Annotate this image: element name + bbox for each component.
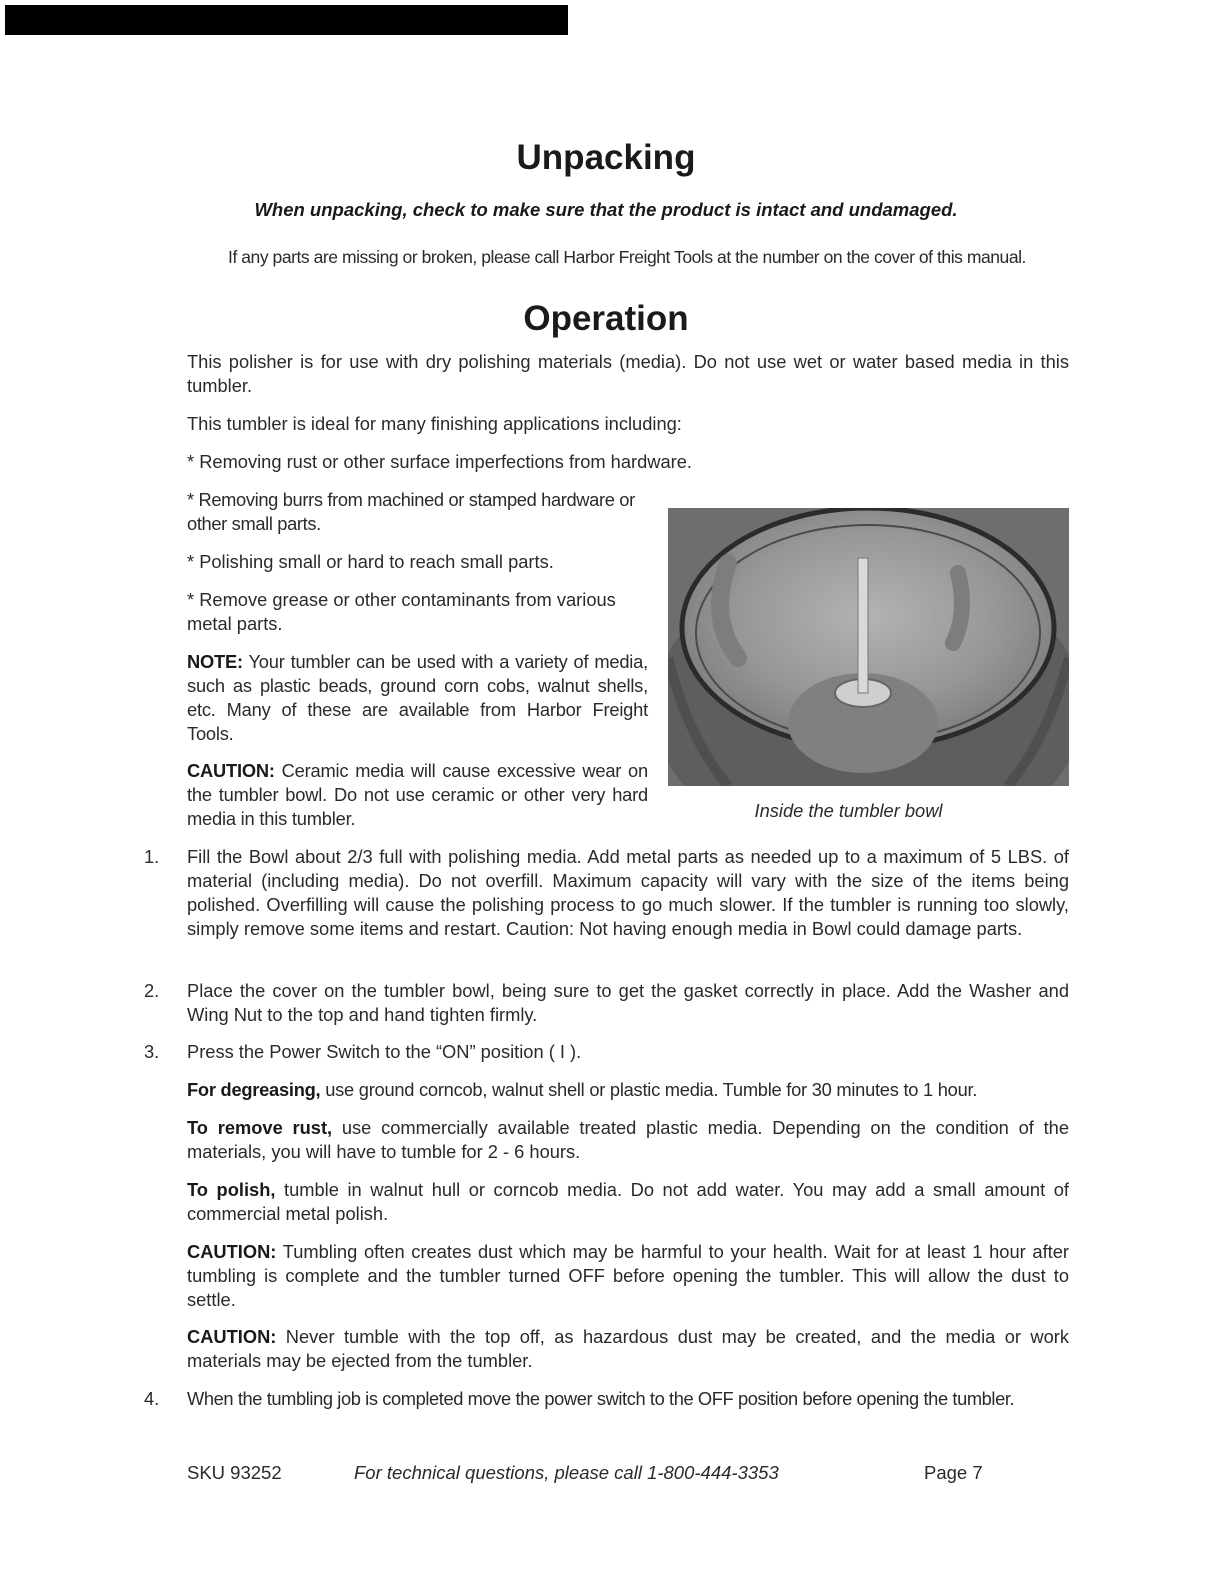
unpacking-missing-parts: If any parts are missing or broken, please call Harbor Freight Tools at the number on the cover of this manual. bbox=[228, 247, 1026, 267]
step-number: 3. bbox=[144, 1041, 160, 1062]
caution-dust bbox=[187, 1240, 1069, 1312]
polish-text: tumble in walnut hull or corncob media. Do not add water. You may add a small amount of commercial metal polish. bbox=[187, 1179, 1070, 1224]
degreasing-instruction bbox=[187, 1078, 1069, 1102]
caution-text: Tumbling often creates dust which may be harmful to your health. Wait for at least 1 hour after tumbling is complete and the tumbler turned OFF before opening the tumbler. This will allow the dust to settle. bbox=[187, 1241, 1069, 1310]
bullet-item: * Removing burrs from machined or stamped hardware or other small parts. bbox=[187, 489, 635, 534]
step-number: 4. bbox=[144, 1388, 160, 1409]
degreasing-text: use ground corncob, walnut shell or plastic media. Tumble for 30 minutes to 1 hour. bbox=[320, 1079, 978, 1100]
degreasing-label: For degreasing, bbox=[187, 1079, 321, 1100]
polish-label: To polish, bbox=[187, 1179, 276, 1200]
tumbler-bowl-photo bbox=[668, 508, 1069, 786]
rust-text: use commercially available treated plastic media. Depending on the condition of the materials, you will have to tumble for 2 - 6 hours. bbox=[187, 1117, 1069, 1162]
rust-instruction bbox=[187, 1116, 1069, 1164]
note-paragraph bbox=[187, 650, 648, 746]
caution-text: Never tumble with the top off, as hazardous dust may be created, and the media or work materials may be ejected from the tumbler. bbox=[187, 1326, 1069, 1371]
operation-intro: This polisher is for use with dry polishing materials (media). Do not use wet or water based media in this tumbler. bbox=[187, 351, 1069, 396]
footer-tech-support: For technical questions, please call 1-800-444-3353 bbox=[354, 1462, 779, 1483]
unpacking-lead: When unpacking, check to make sure that the product is intact and undamaged. bbox=[254, 199, 958, 220]
bullet-item: * Polishing small or hard to reach small parts. bbox=[187, 551, 554, 572]
operation-ideal: This tumbler is ideal for many finishing applications including: bbox=[187, 413, 682, 434]
note-text: Your tumbler can be used with a variety of media, such as plastic beads, ground corn cobs, walnut shells, etc. Many of these are available from Harbor Freight Tools. bbox=[187, 651, 648, 744]
polish-instruction bbox=[187, 1178, 1069, 1226]
caution-top-off bbox=[187, 1325, 1069, 1373]
rust-label: To remove rust, bbox=[187, 1117, 333, 1138]
caution-ceramic bbox=[187, 759, 648, 831]
note-label: NOTE: bbox=[187, 651, 243, 672]
photo-caption: Inside the tumbler bowl bbox=[754, 800, 943, 821]
tumbler-bowl-image bbox=[668, 508, 1069, 786]
unpacking-title: Unpacking bbox=[516, 138, 696, 177]
caution-label: CAUTION: bbox=[187, 1241, 277, 1262]
operation-title: Operation bbox=[523, 299, 689, 338]
step-number: 1. bbox=[144, 846, 160, 867]
caution-label: CAUTION: bbox=[187, 760, 275, 781]
header-black-bar bbox=[5, 5, 568, 35]
step-text: Fill the Bowl about 2/3 full with polishing media. Add metal parts as needed up to a maximum of 5 LBS. of material (including media). Do not overfill. Maximum capacity will vary with the size of the items being polished. Overfilling will cause the polishing process to go much slower. If the tumbler is running too slowly, simply remove some items and restart. Caution: Not having enough media in Bowl could damage parts. bbox=[187, 846, 1069, 939]
caution-text: Ceramic media will cause excessive wear on the tumbler bowl. Do not use ceramic or other very hard media in this tumbler. bbox=[187, 760, 648, 829]
bullet-item: * Remove grease or other contaminants from various metal parts. bbox=[187, 589, 616, 634]
footer-sku: SKU 93252 bbox=[187, 1462, 282, 1483]
bullet-item: * Removing rust or other surface imperfections from hardware. bbox=[187, 451, 692, 472]
step-number: 2. bbox=[144, 980, 160, 1001]
caution-label: CAUTION: bbox=[187, 1326, 277, 1347]
footer-page-number: Page 7 bbox=[924, 1462, 983, 1483]
step-text: Press the Power Switch to the “ON” position ( I ). bbox=[187, 1041, 582, 1062]
step-text: When the tumbling job is completed move the power switch to the OFF position before opening the tumbler. bbox=[187, 1388, 1015, 1409]
step-text: Place the cover on the tumbler bowl, being sure to get the gasket correctly in place. Add the Washer and Wing Nut to the top and hand tighten firmly. bbox=[187, 980, 1069, 1025]
